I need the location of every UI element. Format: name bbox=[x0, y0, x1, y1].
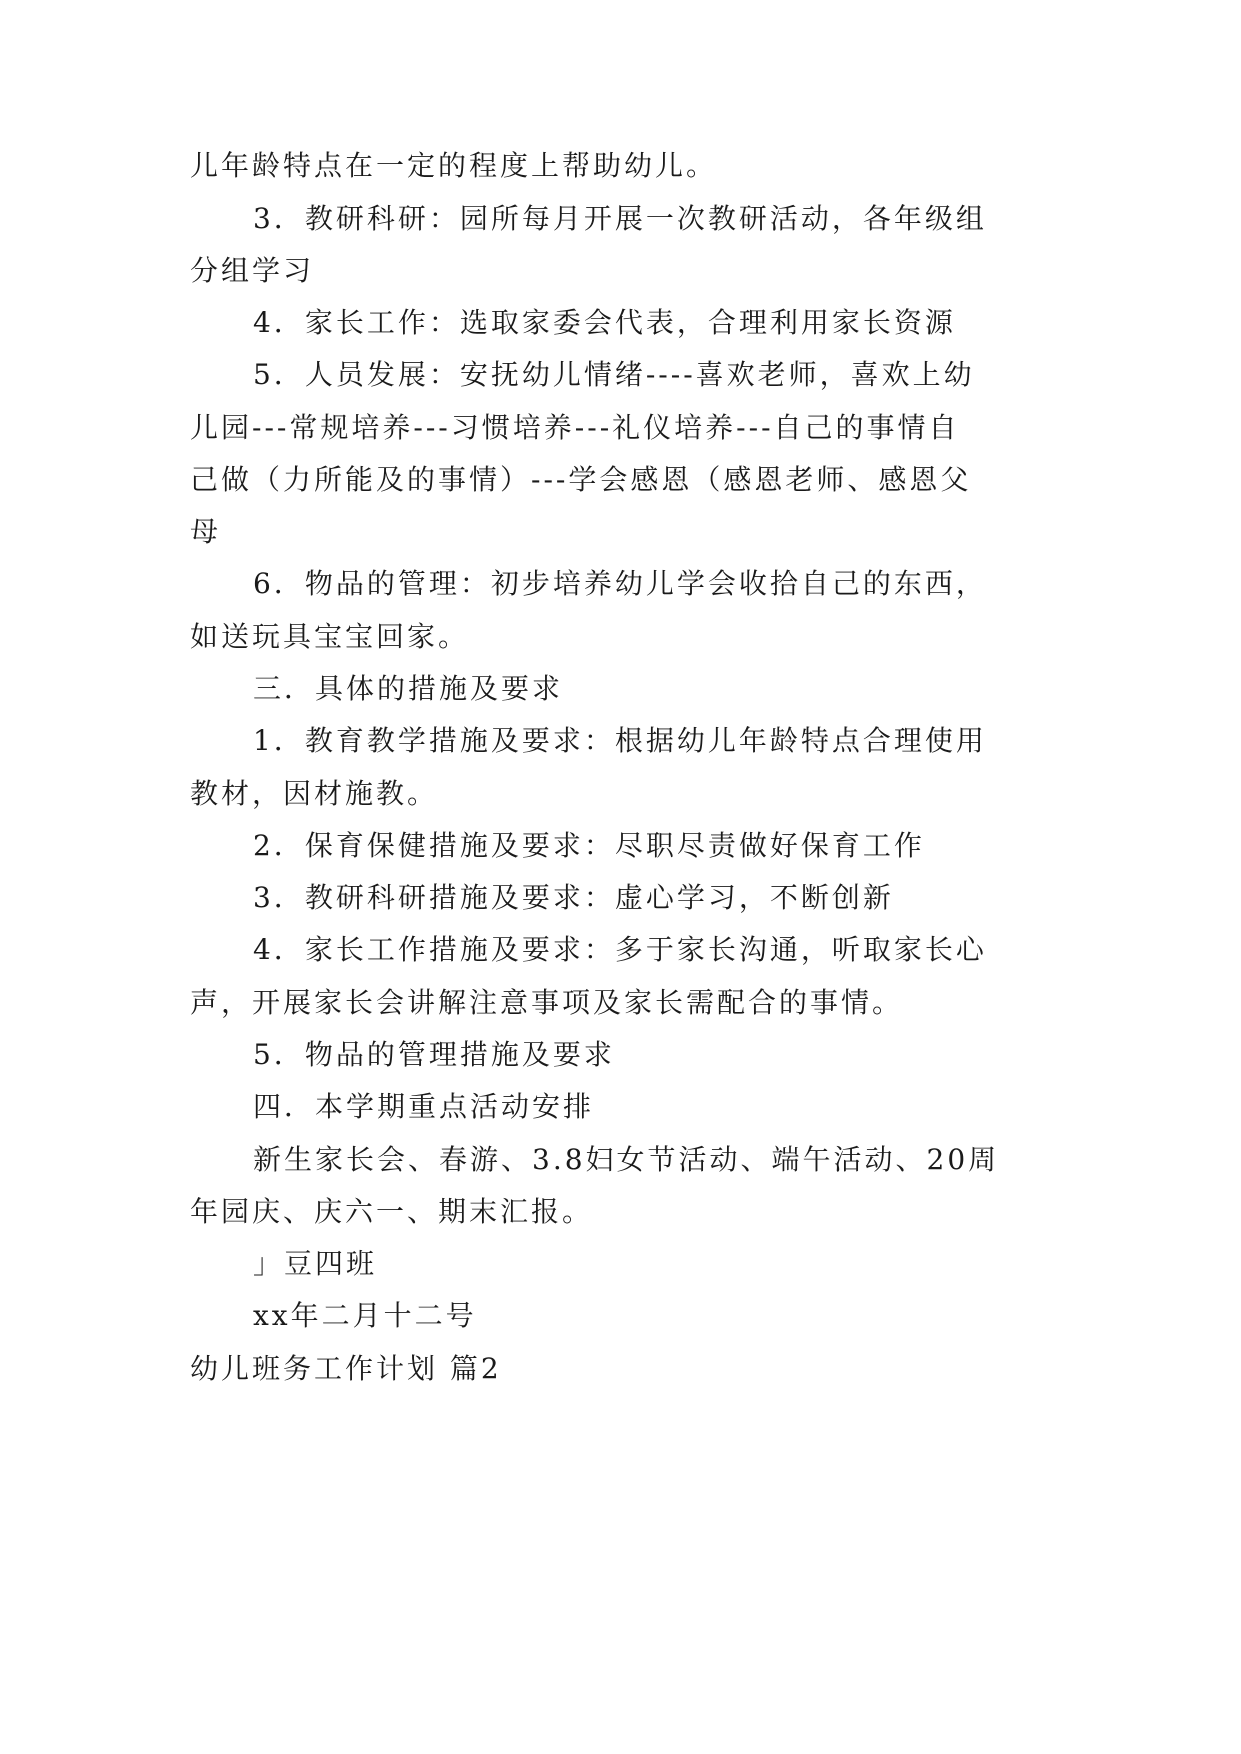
paragraph-line: 教材，因材施教。 bbox=[190, 777, 439, 810]
paragraph-line: 2．保育保健措施及要求：尽职尽责做好保育工作 bbox=[253, 829, 925, 862]
paragraph-line: 母 bbox=[190, 515, 222, 548]
paragraph-line: 儿园---常规培养---习惯培养---礼仪培养---自己的事情自 bbox=[190, 411, 960, 444]
section-heading: 四．本学期重点活动安排 bbox=[253, 1090, 595, 1123]
document-title: 幼儿班务工作计划 篇2 bbox=[190, 1352, 502, 1385]
paragraph-line: 新生家长会、春游、3.8妇女节活动、端午活动、20周 bbox=[253, 1143, 1000, 1176]
section-heading: 三．具体的措施及要求 bbox=[253, 672, 564, 705]
paragraph-line: 5．人员发展：安抚幼儿情绪----喜欢老师，喜欢上幼 bbox=[253, 358, 975, 391]
signature-date: xx年二月十二号 bbox=[253, 1299, 477, 1332]
paragraph-line: 6．物品的管理：初步培养幼儿学会收拾自己的东西， bbox=[253, 567, 987, 600]
signature-class: 」豆四班 bbox=[253, 1247, 378, 1280]
paragraph-line: 己做（力所能及的事情）---学会感恩（感恩老师、感恩父 bbox=[190, 463, 972, 496]
paragraph-line: 3．教研科研：园所每月开展一次教研活动，各年级组 bbox=[253, 202, 987, 235]
paragraph-line: 4．家长工作措施及要求：多于家长沟通，听取家长心 bbox=[253, 933, 987, 966]
paragraph-line: 如送玩具宝宝回家。 bbox=[190, 620, 470, 653]
paragraph-line: 分组学习 bbox=[190, 254, 315, 287]
paragraph-line: 5．物品的管理措施及要求 bbox=[253, 1038, 615, 1071]
paragraph-line: 儿年龄特点在一定的程度上帮助幼儿。 bbox=[190, 149, 718, 182]
paragraph-line: 4．家长工作：选取家委会代表，合理利用家长资源 bbox=[253, 306, 956, 339]
paragraph-line: 声，开展家长会讲解注意事项及家长需配合的事情。 bbox=[190, 986, 904, 1019]
paragraph-line: 年园庆、庆六一、期末汇报。 bbox=[190, 1195, 594, 1228]
paragraph-line: 3．教研科研措施及要求：虚心学习，不断创新 bbox=[253, 881, 894, 914]
paragraph-line: 1．教育教学措施及要求：根据幼儿年龄特点合理使用 bbox=[253, 724, 987, 757]
